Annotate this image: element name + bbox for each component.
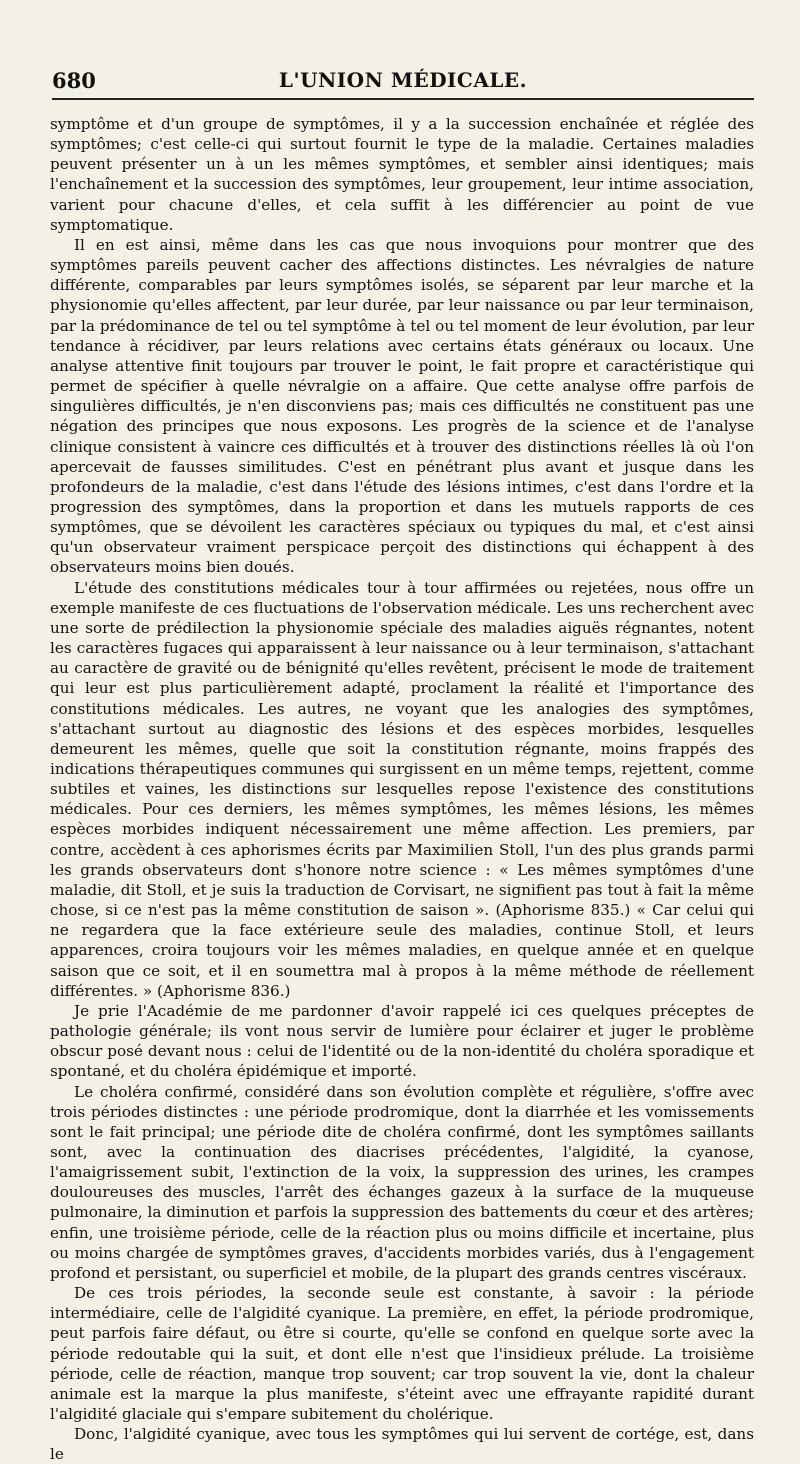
paragraph: symptôme et d'un groupe de symptômes, il y a la succession enchaînée et réglée des symptômes; c'est celle-ci qui surtout fournit le type de la maladie. Certaines maladies peuvent présenter un à un les mêmes symptômes, et sembler ainsi identiques; mais l'enchaînement et la succession des symptômes, leur groupement, leur intime association, varient pour chacune d'elles, et cela suffit à les différencier au point de vue symptomatique.: [50, 115, 754, 234]
paragraph: L'étude des constitutions médicales tour à tour affirmées ou rejetées, nous offre un exemple manifeste de ces fluctuations de l'observation médicale. Les uns recherchent avec une sorte de prédilection la physionomie spéciale des maladies aiguës régnantes, notent les caractères fugaces qui apparaissent à leur naissance ou à leur terminaison, s'attachant au caractère de gravité ou de bénignité qu'elles revêtent, précisent le mode de traitement qui leur est plus particulièrement adapté, proclament la réalité et l'importance des constitutions médicales. Les autres, ne voyant que les analogies des symptômes, s'attachant surtout au diagnostic des lésions et des espèces morbides, lesquelles demeurent les mêmes, quelle que soit la constitution régnante, moins frappés des indications thérapeutiques communes qui surgissent en un même temps, rejettent, comme subtiles et vaines, les distinctions sur lesquelles repose l'existence des constitutions médicales. Pour ces derniers, les mêmes symptômes, les mêmes lésions, les mêmes espèces morbides indiquent nécessairement une même affection. Les premiers, par contre, accèdent à ces aphorismes écrits par Maximilien Stoll, l'un des plus grands parmi les grands observateurs dont s'honore notre science : « Les mêmes symptômes d'une maladie, dit Stoll, et je suis la traduction de Corvisart, ne signifient pas tout à fait la même chose, si ce n'est pas la même constitution de saison ». (Aphorisme 835.) « Car celui qui ne regardera que la face extérieure seule des maladies, continue Stoll, et leurs apparences, croira toujours voir les mêmes maladies, en quelque année et en quelque saison que ce soit, et il en soumettra mal à propos à la même méthode de réellement différentes. » (Aphorisme 836.): [50, 578, 754, 1000]
page-number: 680: [52, 68, 96, 93]
paragraph: Il en est ainsi, même dans les cas que nous invoquions pour montrer que des symptômes pareils peuvent cacher des affections distinctes. Les névralgies de nature différente, comparables par leurs symptômes isolés, se séparent par leur marche et la physionomie qu'elles affectent, par leur durée, par leur naissance ou par leur terminaison, par la prédominance de tel ou tel symptôme à tel ou tel moment de leur évolution, par leur tendance à récidiver, par leurs relations avec certains états généraux ou locaux. Une analyse attentive finit toujours par trouver le point, le fait propre et caractéristique qui permet de spécifier à quelle névralgie on a affaire. Que cette analyse offre parfois de singulières difficultés, je n'en disconviens pas; mais ces difficultés ne constituent pas une négation des principes que nous exposons. Les progrès de la science et de l'analyse clinique consistent à vaincre ces difficultés et à trouver des distinctions réelles là où l'on apercevait de fausses similitudes. C'est en pénétrant plus avant et jusque dans les profondeurs de la maladie, c'est dans l'étude des lésions intimes, c'est dans l'ordre et la progression des symptômes, dans la proportion et dans les mutuels rapports de ces symptômes, que se dévoilent les caractères spéciaux ou typiques du mal, et c'est ainsi qu'un observateur vraiment perspicace perçoit des distinctions qui échappent à des observateurs moins bien doués.: [50, 235, 754, 577]
page-header: [52, 64, 754, 100]
running-title: L'UNION MÉDICALE.: [278, 68, 528, 92]
paragraph: Donc, l'algidité cyanique, avec tous les symptômes qui lui servent de cortége, est, dans le: [50, 1425, 754, 1464]
body-text: [50, 114, 754, 1464]
paragraph: Le choléra confirmé, considéré dans son évolution complète et régulière, s'offre avec trois périodes distinctes : une période prodromique, dont la diarrhée et les vomissements sont le fait principal; une période dite de choléra confirmé, dont les symptômes saillants sont, avec la continuation des diacrises précédentes, l'algidité, la cyanose, l'amaigrissement subit, l'extinction de la voix, la suppression des urines, les crampes douloureuses des muscles, l'arrêt des échanges gazeux à la surface de la muqueuse pulmonaire, la diminution et parfois la suppression des battements du cœur et des artères; enfin, une troisième période, celle de la réaction plus ou moins difficile et incertaine, plus ou moins chargée de symptômes graves, d'accidents morbides variés, dus à l'engagement profond et persistant, ou superficiel et mobile, de la plupart des grands centres viscéraux.: [50, 1082, 754, 1282]
paragraph: Je prie l'Académie de me pardonner d'avoir rappelé ici ces quelques préceptes de pathologie générale; ils vont nous servir de lumière pour éclairer et juger le problème obscur posé devant nous : celui de l'identité ou de la non-identité du choléra sporadique et spontané, et du choléra épidémique et importé.: [50, 1001, 754, 1081]
paragraph: De ces trois périodes, la seconde seule est constante, à savoir : la période intermédiaire, celle de l'algidité cyanique. La première, en effet, la période prodromique, peut parfois faire défaut, ou être si courte, qu'elle se confond en quelque sorte avec la période redoutable qui la suit, et dont elle n'est que l'insidieux prélude. La troisième période, celle de réaction, manque trop souvent; car trop souvent la vie, dont la chaleur animale est la marque la plus manifeste, s'éteint avec une effrayante rapidité durant l'algidité glaciale qui s'empare subitement du cholérique.: [50, 1284, 754, 1423]
